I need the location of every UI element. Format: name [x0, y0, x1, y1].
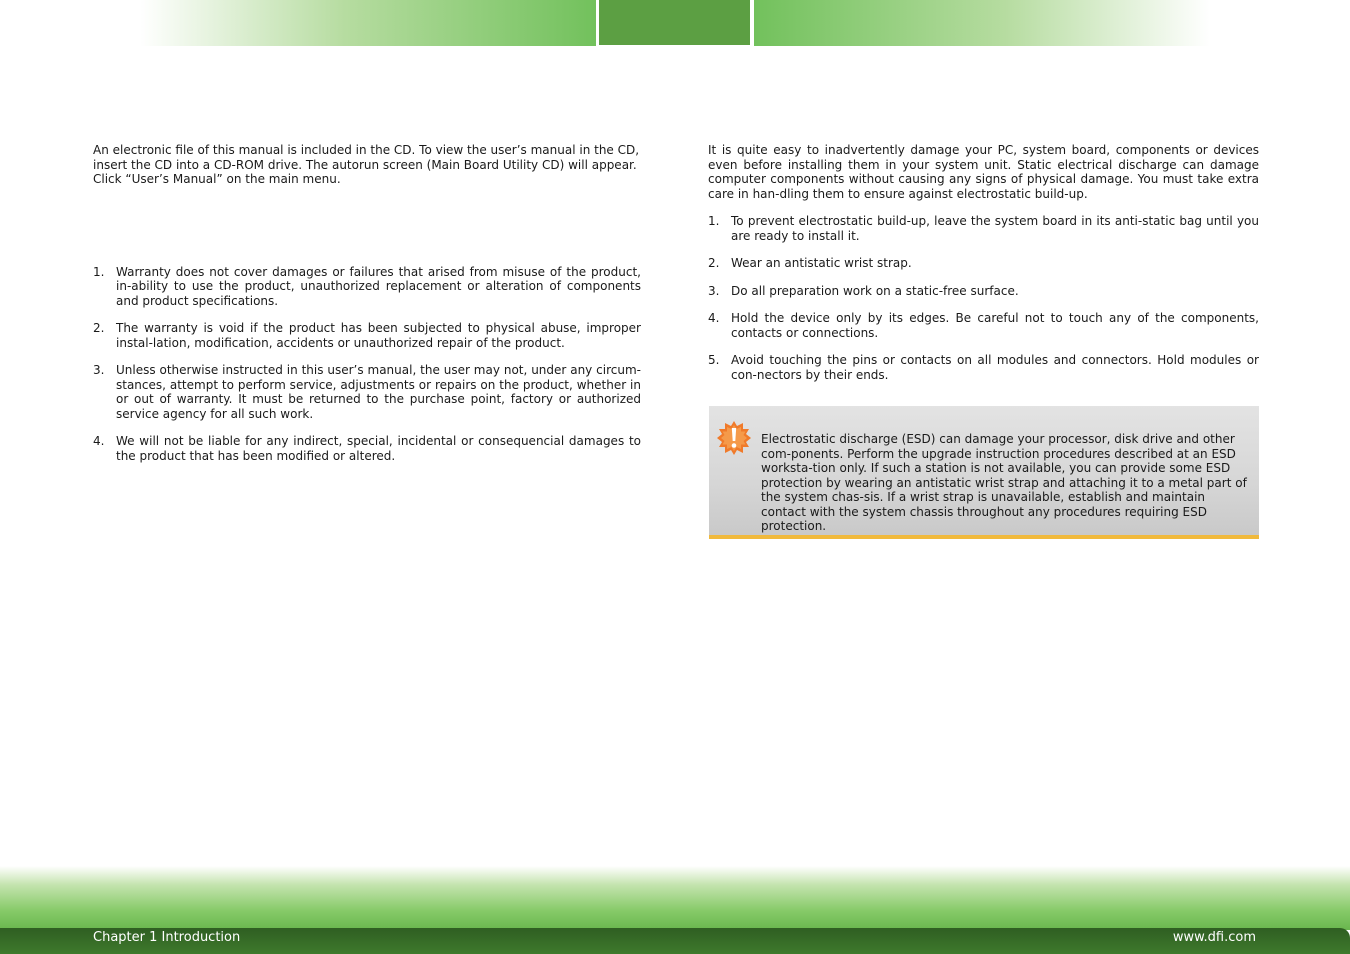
list-item: 4. We will not be liable for any indirect, special, incidental or consequencial damages to the product that has been modified or altered. [93, 434, 641, 463]
header-gradient-left [140, 0, 596, 46]
footer-chapter-label: Chapter 1 Introduction [93, 930, 241, 945]
header-gradient-right [754, 0, 1210, 46]
list-item: 1. Warranty does not cover damages or failures that arised from misuse of the product, in-ability to use the product, unauthorized replacement or alteration of components and product specifications. [93, 264, 641, 308]
footer-gradient [0, 866, 1350, 930]
left-column [93, 143, 641, 476]
esd-precautions-list [708, 214, 1259, 382]
header-tab-block [599, 0, 750, 45]
warranty-list [93, 265, 641, 464]
warning-note-text: Electrostatic discharge (ESD) can damage your processor, disk drive and other com-ponents. Perform the upgrade instruction procedures described at an ESD worksta-tion only. If such a station is not available, you can provide some ESD protection by wearing an antistatic wrist strap and attaching it to a metal part of the system chas-sis. If a wrist strap is unavailable, establish and maintain contact with the system chassis throughout any procedures requiring ESD protection. [761, 432, 1247, 533]
esd-warning-note [709, 406, 1259, 539]
warning-icon [716, 420, 752, 456]
static-electricity-paragraph: It is quite easy to inadvertently damage your PC, system board, components or devices even before installing them in your system unit. Static electrical discharge can damage computer components without causing any signs of physical damage. You must take extra care in han-dling them to ensure against electrostatic build-up. [708, 143, 1259, 201]
manual-cd-paragraph: An electronic file of this manual is included in the CD. To view the user’s manual in the CD, insert the CD into a CD-ROM drive. The autorun screen (Main Board Utility CD) will appear. Click “User’s Manual” on the main menu. [93, 143, 640, 186]
list-item: 3. Do all preparation work on a static-free surface. [708, 283, 1019, 298]
list-item: 5. Avoid touching the pins or contacts on all modules and connectors. Hold modules or con-nectors by their ends. [708, 353, 1259, 382]
list-item: 4. Hold the device only by its edges. Be careful not to touch any of the components, contacts or connections. [708, 311, 1259, 340]
list-item: 3. Unless otherwise instructed in this user’s manual, the user may not, under any circum-stances, attempt to perform service, adjustments or repairs on the product, whether in or out of warranty. It must be returned to the purchase point, factory or authorized service agency for all such work. [93, 363, 641, 421]
list-item: 1. To prevent electrostatic build-up, leave the system board in its anti-static bag until you are ready to install it. [708, 214, 1259, 243]
list-item: 2. The warranty is void if the product has been subjected to physical abuse, improper instal-lation, modification, accidents or unauthorized repair of the product. [93, 321, 641, 350]
list-item: 2. Wear an antistatic wrist strap. [708, 256, 912, 270]
right-column [708, 143, 1259, 395]
footer-website-link[interactable]: www.dfi.com [1172, 930, 1256, 945]
